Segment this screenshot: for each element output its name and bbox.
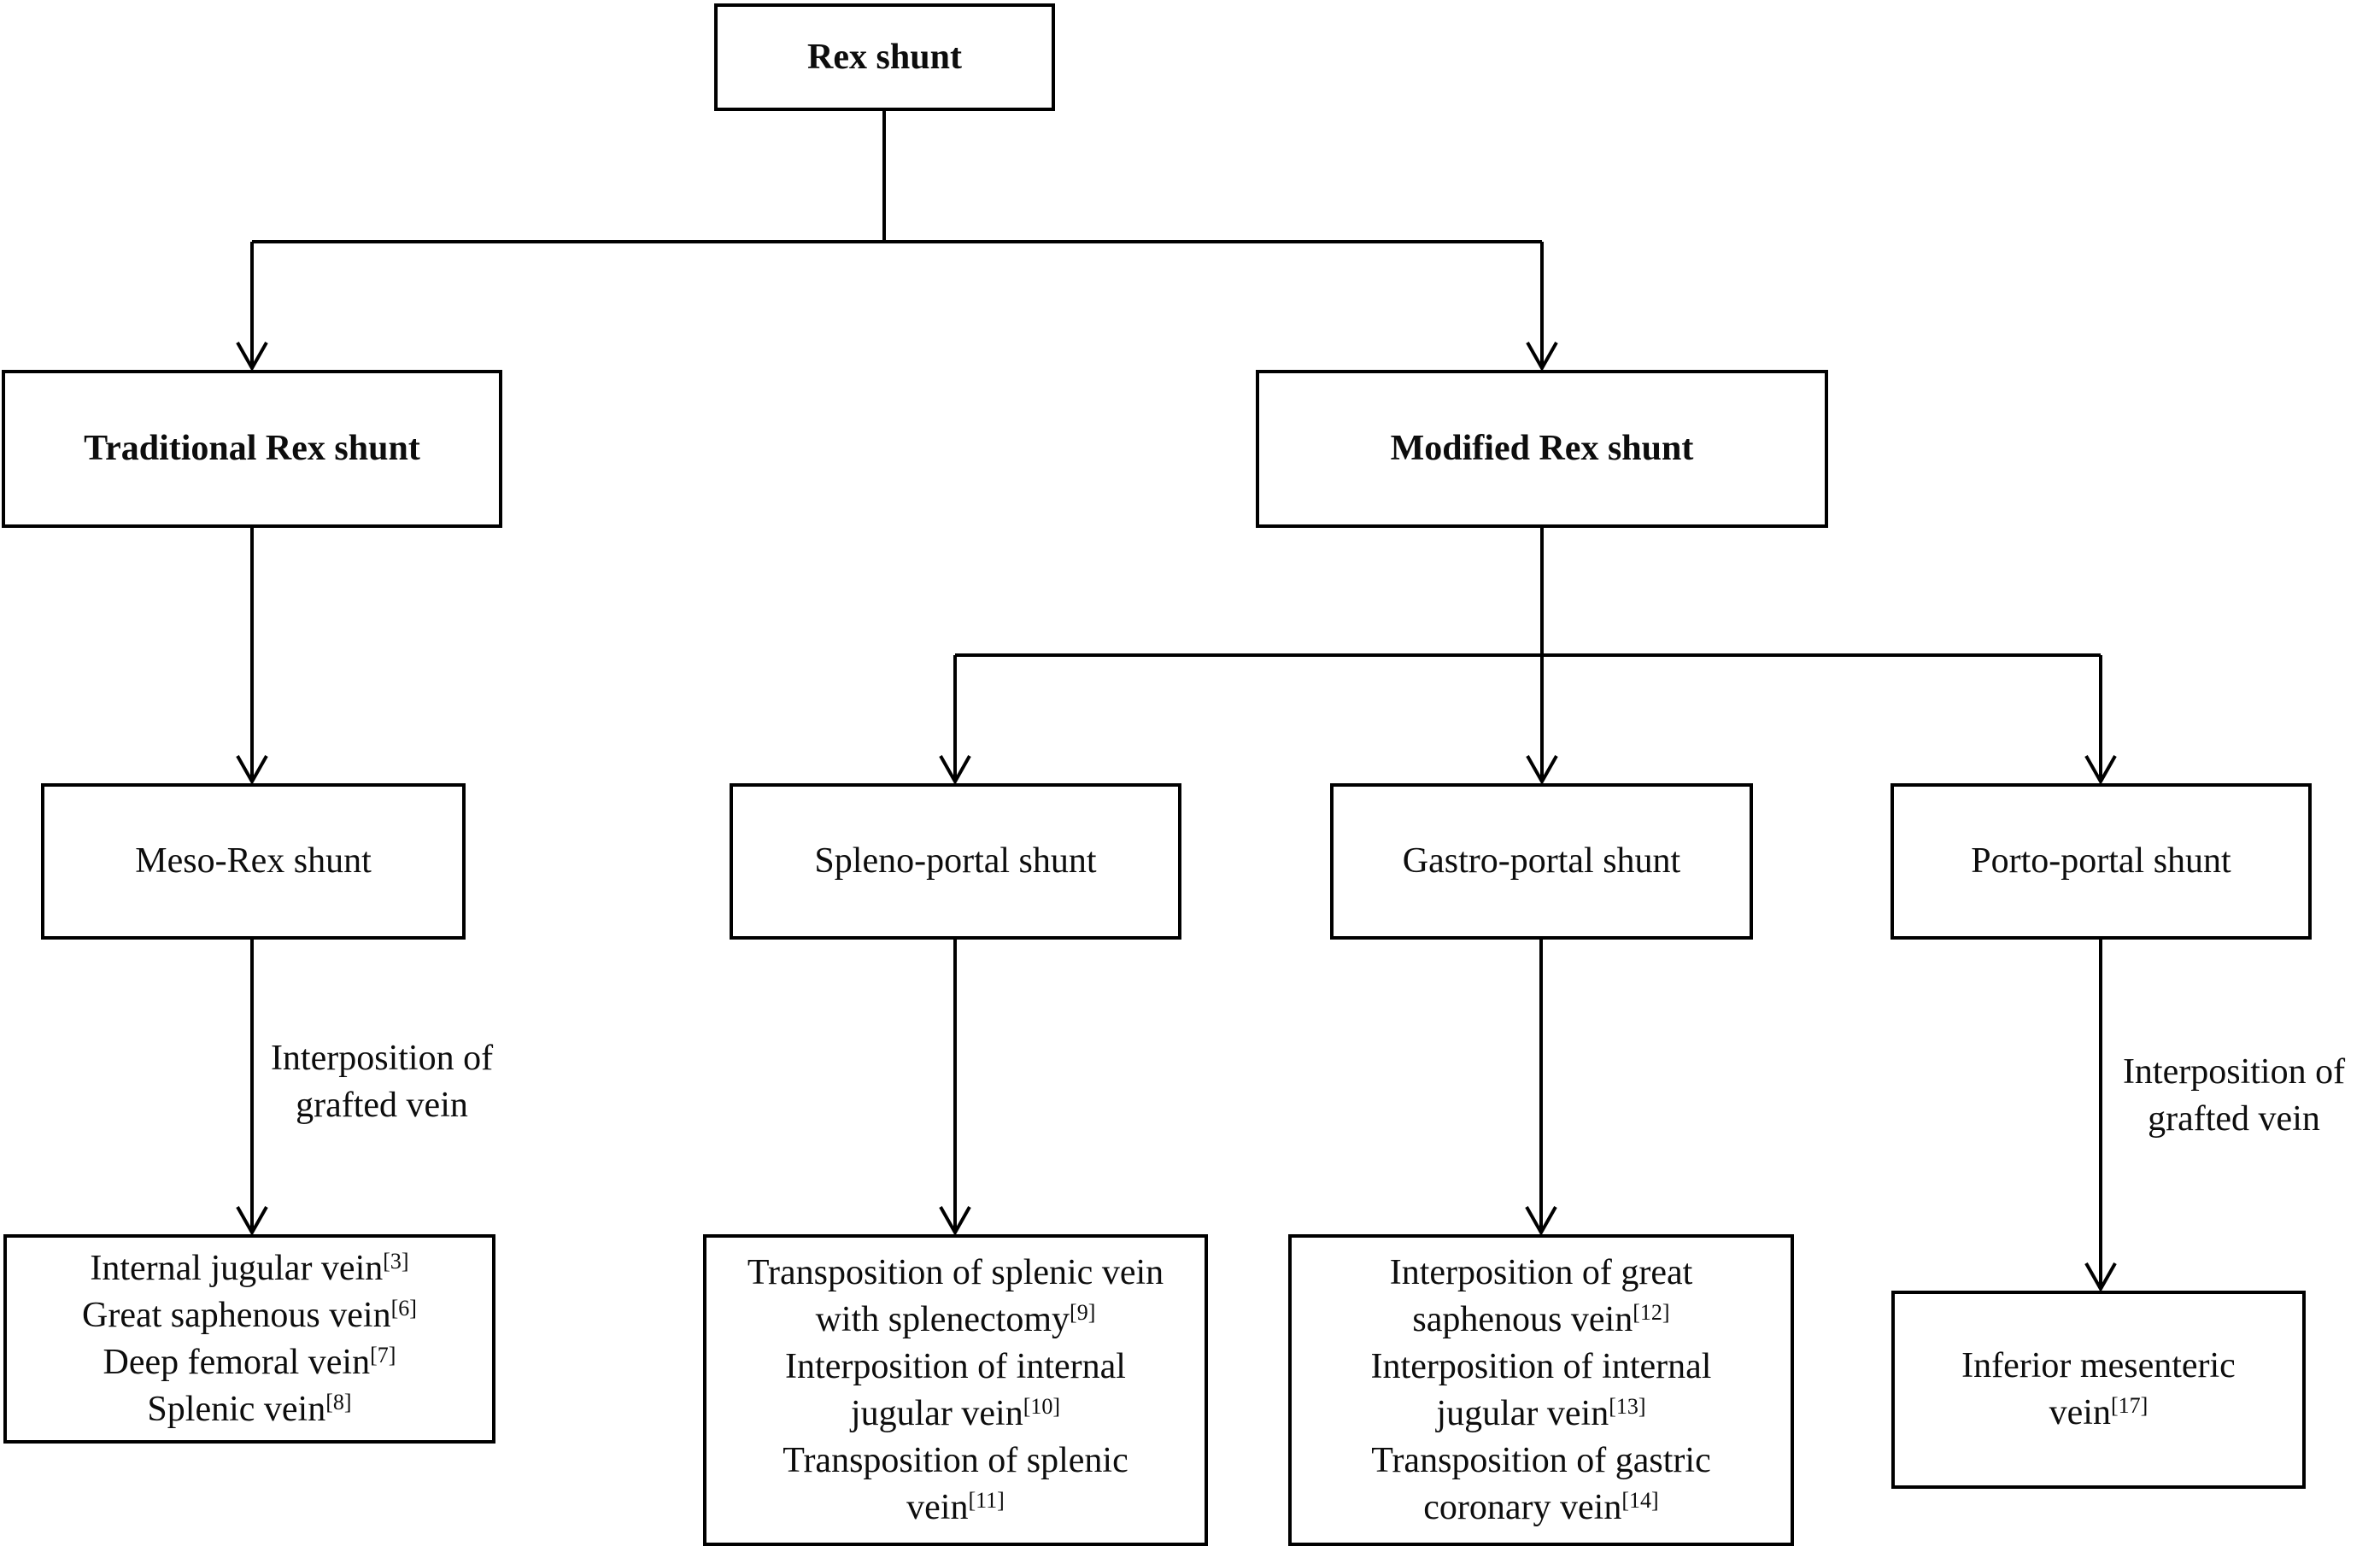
item-text: Deep femoral vein	[103, 1342, 371, 1382]
node-porto-portal-shunt	[1891, 783, 2312, 940]
list-item	[783, 1438, 1128, 1532]
list-item	[82, 1292, 417, 1339]
reference-number: [3]	[383, 1248, 409, 1274]
edge-label-line: grafted vein	[2148, 1099, 2320, 1139]
node-label: Meso-Rex shunt	[135, 841, 372, 881]
list-item	[1371, 1438, 1710, 1532]
edge-label-line: Interposition of	[2122, 1052, 2346, 1092]
reference-number: [13]	[1609, 1393, 1646, 1419]
node-label: Porto-portal shunt	[1971, 841, 2231, 881]
list-item	[1371, 1344, 1712, 1438]
node-label: Traditional Rex shunt	[84, 429, 420, 469]
list-item	[90, 1245, 408, 1292]
item-text: with splenectomy	[815, 1299, 1070, 1339]
list-item	[147, 1386, 351, 1433]
leaf-gastro-procedure-list	[1288, 1234, 1794, 1546]
node-spleno-portal-shunt	[730, 783, 1181, 940]
list-item	[785, 1344, 1126, 1438]
item-text: coronary vein	[1423, 1487, 1622, 1527]
item-text: Internal jugular vein	[90, 1248, 384, 1288]
node-traditional-rex-shunt	[2, 370, 502, 528]
edge-label-line: grafted vein	[296, 1086, 468, 1125]
leaf-porto-vein	[1891, 1291, 2306, 1489]
edge-label-porto-graft	[2117, 1049, 2351, 1143]
item-text: Transposition of splenic	[783, 1440, 1128, 1480]
reference-number: [14]	[1621, 1487, 1659, 1513]
item-text: vein	[2049, 1393, 2111, 1432]
node-gastro-portal-shunt	[1330, 783, 1753, 940]
item-text: saphenous vein	[1412, 1299, 1633, 1339]
item-text: Transposition of gastric	[1371, 1440, 1711, 1480]
leaf-meso-vein-list	[3, 1234, 495, 1444]
reference-number: [17]	[2110, 1392, 2148, 1418]
item-text: Great saphenous vein	[82, 1295, 391, 1335]
leaf-spleno-procedure-list	[703, 1234, 1208, 1546]
reference-number: [12]	[1633, 1299, 1670, 1325]
list-item	[747, 1250, 1164, 1344]
item-text: Inferior mesenteric	[1961, 1346, 2236, 1385]
reference-number: [10]	[1023, 1393, 1061, 1419]
node-label: Spleno-portal shunt	[814, 841, 1097, 881]
item-text: jugular vein	[850, 1393, 1023, 1433]
reference-number: [11]	[968, 1487, 1005, 1513]
edge-label-meso-graft	[265, 1035, 499, 1129]
edge-label-line: Interposition of	[270, 1039, 494, 1078]
reference-number: [6]	[390, 1295, 417, 1321]
item-text: vein	[906, 1487, 969, 1527]
reference-number: [7]	[370, 1342, 396, 1368]
node-label: Rex shunt	[807, 37, 962, 77]
list-item	[1961, 1343, 2236, 1437]
item-text: Transposition of splenic vein	[747, 1252, 1164, 1292]
item-text: jugular vein	[1436, 1393, 1609, 1433]
node-label: Gastro-portal shunt	[1402, 841, 1681, 881]
reference-number: [9]	[1070, 1299, 1096, 1325]
item-text: Interposition of internal	[785, 1346, 1126, 1386]
node-label: Modified Rex shunt	[1390, 429, 1694, 469]
list-item	[103, 1339, 396, 1386]
node-modified-rex-shunt	[1256, 370, 1828, 528]
node-rex-shunt	[714, 3, 1055, 111]
node-meso-rex-shunt	[41, 783, 466, 940]
edge-lines	[252, 111, 2101, 1289]
item-text: Interposition of internal	[1370, 1346, 1712, 1386]
list-item	[1390, 1250, 1693, 1344]
reference-number: [8]	[325, 1389, 352, 1414]
item-text: Interposition of great	[1389, 1252, 1693, 1292]
item-text: Splenic vein	[147, 1389, 326, 1429]
